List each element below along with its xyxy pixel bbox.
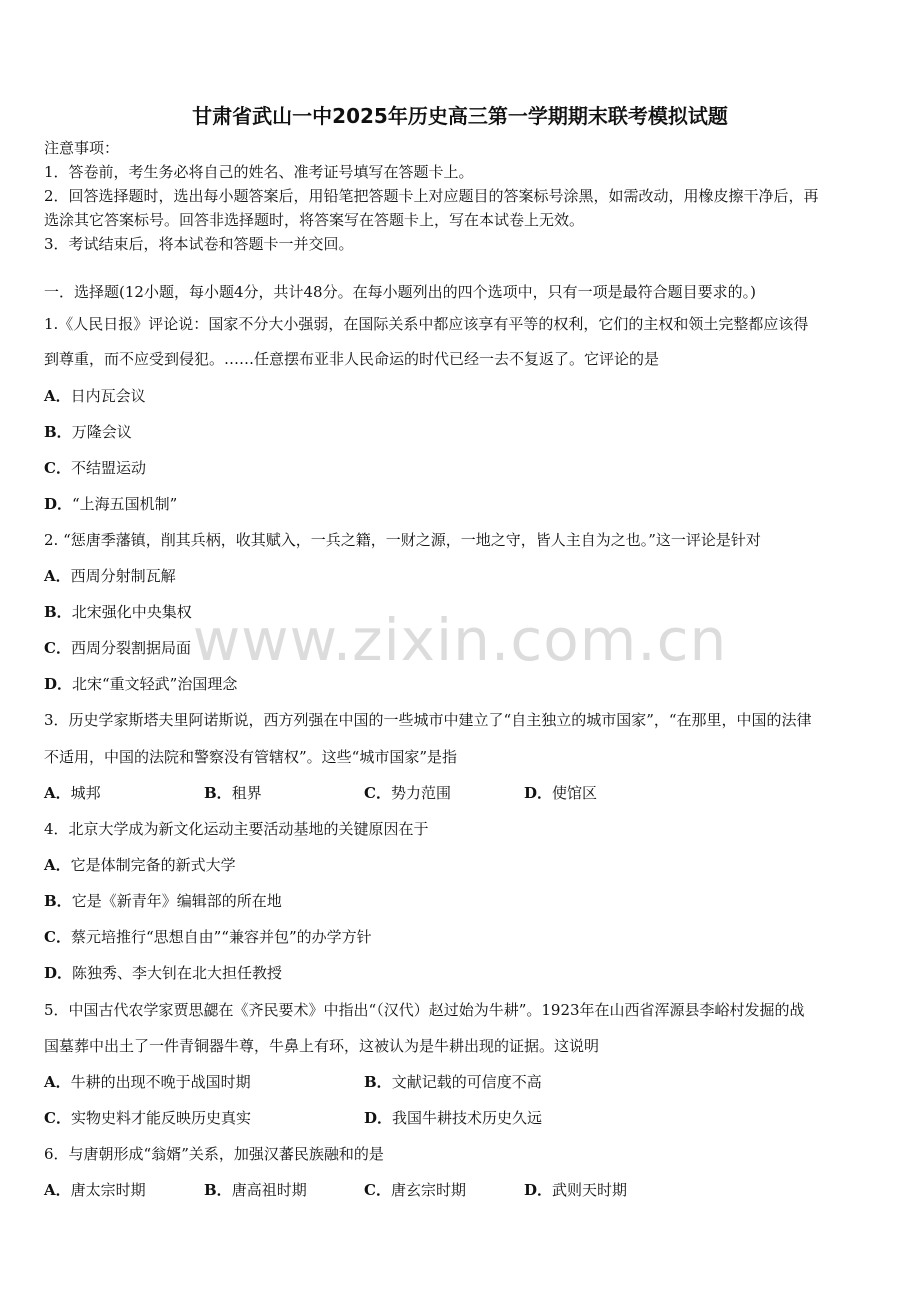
q3-option-b [204,783,262,803]
option-label: D． [364,1109,393,1127]
option-label: A． [44,387,71,405]
option-label: A． [44,1073,71,1091]
q6-stem: 6．与唐朝形成“翁婿”关系，加强汉蕃民族融和的是 [44,1145,384,1163]
q3-option-d [524,783,597,803]
q5-option-d [364,1108,542,1128]
option-label: B． [204,784,232,802]
option-label: B． [204,1181,232,1199]
option-text: 它是《新青年》编辑部的所在地 [71,892,282,910]
q5-stem-line1: 5．中国古代农学家贾思勰在《齐民要术》中指出“（汉代）赵过始为牛耕”。1923年在山西省浑源县李峪村发掘的战 [44,1001,805,1019]
option-text: 城邦 [70,784,101,802]
watermark: www.zixin.com.cn [192,606,728,674]
option-label: C． [364,784,391,802]
notice-item-2-cont: 选涂其它答案标号。回答非选择题时，将答案写在答题卡上，写在本试卷上无效。 [44,211,585,229]
option-label: C． [44,459,71,477]
q2-stem: 2. “惩唐季藩镇，削其兵柄，收其赋入，一兵之籍，一财之源，一地之守，皆人主自为之也。”这一评论是针对 [44,531,761,549]
q3-option-c [364,783,451,803]
option-label: D． [524,1181,553,1199]
option-text: 北宋“重文轻武”治国理念 [72,675,238,693]
q6-option-d [524,1180,627,1200]
q2-option-c [44,638,191,658]
option-label: B． [364,1073,392,1091]
notice-item-1: 1．答卷前，考生务必将自己的姓名、准考证号填写在答题卡上。 [44,163,474,181]
option-label: C． [44,928,71,946]
option-text: 不结盟运动 [70,459,146,477]
option-text: 唐太宗时期 [70,1181,146,1199]
option-text: 北宋强化中央集权 [71,603,192,621]
option-label: C． [44,639,71,657]
q5-option-b [364,1072,542,1092]
q3-stem-line2: 不适用，中国的法院和警察没有管辖权”。这些“城市国家”是指 [44,748,458,766]
q1-option-c [44,458,146,478]
q3-option-a [44,783,101,803]
q1-stem-line1: 1.《人民日报》评论说：国家不分大小强弱，在国际关系中都应该享有平等的权利，它们的主权和领土完整都应该得 [44,315,809,333]
option-label: A． [44,856,71,874]
option-label: A． [44,784,71,802]
q3-stem-line1: 3．历史学家斯塔夫里阿诺斯说，西方列强在中国的一些城市中建立了“自主独立的城市国家”，“在那里，中国的法律 [44,711,812,729]
q4-option-d [44,963,282,983]
option-text: 西周分裂割据局面 [70,639,191,657]
q5-option-a [44,1072,251,1092]
q6-option-c [364,1180,466,1200]
option-text: 唐玄宗时期 [390,1181,466,1199]
option-text: 日内瓦会议 [70,387,146,405]
option-text: 唐高祖时期 [231,1181,307,1199]
option-text: 牛耕的出现不晚于战国时期 [70,1073,251,1091]
option-text: 文献记载的可信度不高 [391,1073,542,1091]
option-label: C． [364,1181,391,1199]
option-text: 西周分射制瓦解 [70,567,176,585]
option-text: 武则天时期 [552,1181,628,1199]
q4-option-b [44,891,282,911]
option-label: B． [44,603,72,621]
q2-option-b [44,602,192,622]
option-text: 它是体制完备的新式大学 [70,856,236,874]
option-label: A． [44,567,71,585]
q1-option-b [44,422,132,442]
q4-option-c [44,927,372,947]
q5-stem-line2: 国墓葬中出土了一件青铜器牛尊，牛鼻上有环，这被认为是牛耕出现的证据。这说明 [44,1037,600,1055]
option-text: 租界 [231,784,262,802]
option-label: D． [44,964,73,982]
section-heading: 一．选择题(12小题，每小题4分，共计48分。在每小题列出的四个选项中，只有一项是最符合题目要求的。) [44,283,756,301]
notice-heading: 注意事项： [44,139,120,157]
option-label: D． [44,675,73,693]
option-text: 万隆会议 [71,423,132,441]
option-label: C． [44,1109,71,1127]
option-label: A． [44,1181,71,1199]
q2-option-d [44,674,237,694]
option-text: 使馆区 [552,784,598,802]
option-label: D． [524,784,553,802]
option-text: 实物史料才能反映历史真实 [70,1109,251,1127]
notice-item-2: 2．回答选择题时，选出每小题答案后，用铅笔把答题卡上对应题目的答案标号涂黑，如需改动，用橡皮擦干净后，再 [44,187,819,205]
document-title: 甘肃省武山一中2025年历史高三第一学期期末联考模拟试题 [192,104,728,128]
q6-option-a [44,1180,146,1200]
q6-option-b [204,1180,307,1200]
q4-stem: 4．北京大学成为新文化运动主要活动基地的关键原因在于 [44,820,429,838]
notice-item-3: 3．考试结束后，将本试卷和答题卡一并交回。 [44,235,354,253]
option-text: “上海五国机制” [72,495,178,513]
option-label: B． [44,892,72,910]
option-text: 陈独秀、李大钊在北大担任教授 [72,964,283,982]
option-label: D． [44,495,73,513]
q2-option-a [44,566,176,586]
q1-option-a [44,386,146,406]
q1-stem-line2: 到尊重，而不应受到侵犯。……任意摆布亚非人民命运的时代已经一去不复返了。它评论的是 [44,350,660,368]
q4-option-a [44,855,236,875]
option-label: B． [44,423,72,441]
option-text: 势力范围 [390,784,451,802]
q5-option-c [44,1108,251,1128]
option-text: 蔡元培推行“思想自由”“兼容并包”的办学方针 [70,928,372,946]
option-text: 我国牛耕技术历史久远 [392,1109,543,1127]
q1-option-d [44,494,177,514]
